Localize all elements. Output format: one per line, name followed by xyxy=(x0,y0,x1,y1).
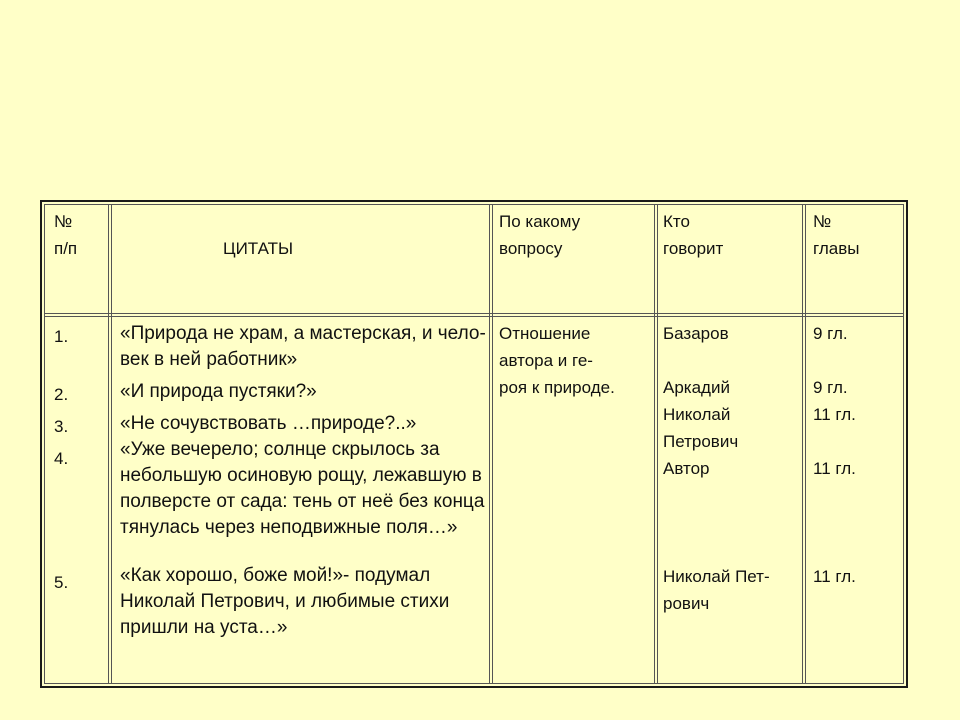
speaker-name: Николай Пет- рович xyxy=(663,567,770,613)
quote-text: «Уже вечерело; солнце скрылось за небольшую осиновую рощу, лежавшую в полверсте от сада: тень от неё без конца тянулась через неподвижные поля…» xyxy=(120,439,485,538)
chapter-number: 11 гл. xyxy=(813,405,856,424)
header-quotes: ЦИТАТЫ xyxy=(223,239,294,258)
speaker-name: Базаров xyxy=(663,324,729,343)
row-number: 4. xyxy=(54,449,69,468)
quote-text: «И природа пустяки?» xyxy=(120,381,317,402)
quotes-table xyxy=(40,200,908,688)
speaker-name: Автор xyxy=(663,459,710,478)
column-divider xyxy=(489,205,490,683)
row-number: 3. xyxy=(54,417,69,436)
header-chapter: № главы xyxy=(813,212,860,258)
question-text: Отношение автора и ге- роя к природе. xyxy=(499,324,615,397)
chapter-number: 9 гл. xyxy=(813,378,848,397)
column-divider xyxy=(108,205,109,683)
chapter-number: 11 гл. xyxy=(813,567,856,586)
speaker-name: Аркадий xyxy=(663,378,730,397)
column-divider xyxy=(802,205,803,683)
row-number: 5. xyxy=(54,573,69,592)
header-speaker: Кто говорит xyxy=(663,212,724,258)
chapter-number: 9 гл. xyxy=(813,324,848,343)
row-number: 1. xyxy=(54,327,69,346)
row-number: 2. xyxy=(54,385,69,404)
quote-text: «Не сочувствовать …природе?..» xyxy=(120,413,417,434)
quote-text: «Природа не храм, а мастерская, и чело- век в ней работник» xyxy=(120,323,486,370)
chapter-number: 11 гл. xyxy=(813,459,856,478)
column-divider xyxy=(654,205,655,683)
header-number: № п/п xyxy=(54,212,78,258)
quote-text: «Как хорошо, боже мой!»- подумал Николай Петрович, и любимые стихи пришли на уста…» xyxy=(120,565,450,638)
table-grid xyxy=(44,204,904,684)
header-divider xyxy=(45,313,903,314)
speaker-name: Николай Петрович xyxy=(663,405,739,451)
header-question: По какому вопросу xyxy=(499,212,581,258)
